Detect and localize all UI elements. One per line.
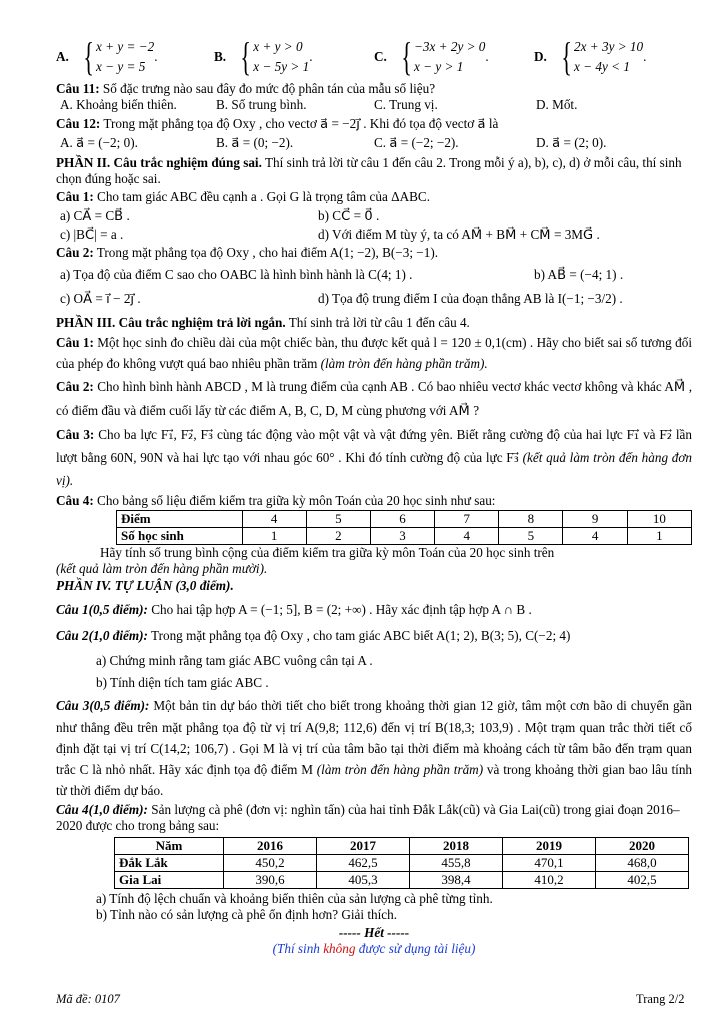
part-2-heading: PHẦN II. Câu trắc nghiệm đúng sai. Thí sinh trả lời từ câu 1 đến câu 2. Trong mỗi ý a), b), c), d) ở mỗi câu, thí sinh chọn đúng hoặc sai. — [56, 155, 682, 187]
part-4-question-4: Câu 4(1,0 điểm): Sản lượng cà phê (đơn vị: nghìn tấn) của hai tỉnh Đắk Lắk(cũ) và Gia Lai(cũ) trong giai đoạn 2016–2020 được cho trong bảng sau: — [56, 802, 680, 834]
q12-options: A. a⃗ = (−2; 0). B. a⃗ = (0; −2). C. a⃗ = (−2; −2). D. a⃗ = (2; 0). — [60, 135, 607, 151]
q10-option-b: B. { x + y > 0 x − 5y > 1 . — [214, 34, 313, 79]
p2q2-row-ab: a) Tọa độ của điểm C sao cho OABC là hình bình hành là C(4; 1) . b) AB⃗ = (−4; 1) . — [60, 266, 624, 282]
left-brace-icon: { — [561, 34, 572, 79]
table-row: Năm 2016 2017 2018 2019 2020 — [115, 838, 689, 855]
part-3-question-2: Câu 2: Cho hình bình hành ABCD , M là trung điểm của cạnh AB . Có bao nhiêu vectơ khác vectơ không và khác AM⃗ , có điểm đầu và điểm cuối lấy từ các điểm A, B, C, D, M cùng phương với AM⃗ ? — [56, 379, 692, 418]
p2q1-row-ab: a) CA⃗ = CB⃗ . b) CC⃗ = 0⃗ . — [60, 207, 380, 223]
part-4-question-2: Câu 2(1,0 điểm): Trong mặt phẳng tọa độ Oxy , cho tam giác ABC biết A(1; 2), B(3; 5), C(−2; 4) — [56, 628, 571, 644]
p2q1-row-cd: c) |BC⃗| = a . d) Với điểm M tùy ý, ta có AM⃗ + BM⃗ + CM⃗ = 3MG⃗ . — [60, 226, 600, 242]
page-number: Trang 2/2 — [636, 992, 685, 1006]
table-row: Số học sinh 1 2 3 4 5 4 1 — [117, 527, 692, 544]
part-4-question-3: Câu 3(0,5 điểm): Một bản tin dự báo thời tiết cho biết trong khoảng thời gian 12 giờ, tâm một cơn bão di chuyển gần như thẳng đều trên mặt phẳng tọa độ từ vị trí A(9,8; 112,6) đến vị trí B(18,3; 103,9) . Một trạm quan trắc thời tiết cố định đặt tại vị trí C(14,2; 106,7) . Gọi M là vị trí của tâm bão tại thời điểm mà khoảng cách từ tâm bão đến trạm quan trắc C là nhỏ nhất. Hãy xác định tọa độ điểm M (làm tròn đến hàng phần trăm) và trong khoảng thời gian bao lâu tính từ thời điểm dự báo. — [56, 698, 693, 798]
table-row: Gia Lai 390,6 405,3 398,4 410,2 402,5 — [115, 871, 689, 888]
part-4-heading: PHẦN IV. TỰ LUẬN (3,0 điểm). — [56, 577, 234, 593]
table-row: Điểm 4 5 6 7 8 9 10 — [117, 511, 692, 528]
part-2-question-1: Câu 1: Cho tam giác ABC đều cạnh a . Gọi G là trọng tâm của ΔABC. — [56, 188, 431, 204]
q11-options: A. Khoảng biến thiên. B. Số trung bình. C. Trung vị. D. Mốt. — [60, 97, 578, 113]
table-row: Đắk Lắk 450,2 462,5 455,8 470,1 468,0 — [115, 855, 689, 872]
part-3-question-4: Câu 4: Cho bảng số liệu điểm kiểm tra giữa kỳ môn Toán của 20 học sinh như sau: — [56, 492, 496, 508]
q10-options — [56, 34, 692, 80]
part-3-question-1: Câu 1: Một học sinh đo chiều dài của một chiếc bàn, thu được kết quả l = 120 ± 0,1(cm) . Hãy cho biết sai số tương đối của phép đo không vượt quá bao nhiêu phần trăm (làm tròn đến hàng phần trăm). — [56, 335, 692, 372]
left-brace-icon: { — [83, 34, 94, 79]
q10-option-c: C. { −3x + 2y > 0 x − y > 1 . — [374, 34, 489, 79]
exam-code: Mã đề: 0107 — [56, 992, 120, 1006]
question-11: Câu 11: Số đặc trưng nào sau đây đo mức độ phân tán của mẫu số liệu? — [56, 81, 436, 96]
left-brace-icon: { — [240, 34, 251, 79]
q10-option-d: D. { 2x + 3y > 10 x − 4y < 1 . — [534, 34, 647, 79]
end-marker: ----- Hết ----- — [338, 924, 410, 940]
p2q2-row-cd: c) OA⃗ = i⃗ − 2j⃗ . d) Tọa độ trung điểm I của đoạn thẳng AB là I(−1; −3/2) . — [60, 291, 623, 307]
question-12: Câu 12: Trong mặt phẳng tọa độ Oxy , cho vectơ a⃗ = −2j⃗ . Khi đó tọa độ vectơ a⃗ là — [56, 116, 499, 132]
q10-option-a: A. { x + y = −2 x − y = 5 . — [56, 34, 158, 79]
part-2-question-2: Câu 2: Trong mặt phẳng tọa độ Oxy , cho hai điểm A(1; −2), B(−3; −1). — [56, 244, 439, 260]
score-table — [116, 510, 692, 545]
part-4-question-1: Câu 1(0,5 điểm): Cho hai tập hợp A = (−1; 5], B = (2; +∞) . Hãy xác định tập hợp A ∩ B . — [56, 602, 532, 618]
left-brace-icon: { — [401, 34, 412, 79]
part-3-question-3: Câu 3: Cho ba lực F₁⃗, F₂⃗, F₃⃗ cùng tác động vào một vật và vật đứng yên. Biết rằng cường độ của hai lực F₁⃗ và F₂⃗ lần lượt bằng 60N, 90N và hai lực tạo với nhau góc 60° . Khi đó tính cường độ của lực F₃⃗ (kết quả làm tròn đến hàng đơn vị). — [56, 426, 692, 488]
part-3-heading: PHẦN III. Câu trắc nghiệm trả lời ngắn. Thí sinh trả lời từ câu 1 đến câu 4. — [56, 315, 470, 331]
end-note: (Thí sinh không được sử dụng tài liệu) — [272, 941, 476, 957]
coffee-table — [114, 837, 689, 889]
exam-content: A. { x + y = −2 x − y = 5 . B. { x + y > 0 x − 5y > 1 . C. { −3x + 2y > 0 x − y > 1 . D. { 2x + 3y > 10 x − 4y < 1 . Câu 11: Số đặc trưng nào sau đây đo mức độ phân tán của mẫu số liệu? A. Khoảng biến thiên. B. Số trung bình. C. Trung vị. D. Mốt. Câu 12: Trong mặt phẳng tọa độ Oxy , cho vectơ a⃗ = −2j⃗ . Khi đó tọa độ vectơ a⃗ là A. a⃗ = (−2; 0). B. a⃗ = (0; −2). C. a⃗ = (−2; −2). D. a⃗ = (2; 0). PHẦN II. Câu trắc nghiệm đúng sai. Thí sinh trả lời từ câu 1 đến câu 2. Trong mỗi ý a), b), c), d) ở mỗi câu, thí sinh chọn đúng hoặc sai. Câu 1: Cho tam giác ABC đều cạnh a . Gọi G là trọng tâm của ΔABC. a) CA⃗ = CB⃗ . b) CC⃗ = 0⃗ . c) |BC⃗| = a . d) Với điểm M tùy ý, ta có AM⃗ + BM⃗ + CM⃗ = 3MG⃗ . Câu 2: Trong mặt phẳng tọa độ Oxy , cho hai điểm A(1; −2), B(−3; −1). a) Tọa độ của điểm C sao cho OABC là hình bình hành là C(4; 1) . b) AB⃗ = (−4; 1) . c) OA⃗ = i⃗ − 2j⃗ . d) Tọa độ trung điểm I của đoạn thẳng AB là I(−1; −3/2) . PHẦN III. Câu trắc nghiệm trả lời ngắn. Thí sinh trả lời từ câu 1 đến câu 4. Câu 1: Một học sinh đo chiều dài của một chiếc bàn, thu được kết quả l = 120 ± 0,1(cm) . Hãy cho biết sai số tương đối của phép đo không vượt quá bao nhiêu phần trăm (làm tròn đến hàng phần trăm). Câu 2: Cho hình bình hành ABCD , M là trung điểm của cạnh AB . Có bao nhiêu vectơ khác vectơ không và khác AM⃗ , có điểm đầu và điểm cuối lấy từ các điểm A, B, C, D, M cùng phương với AM⃗ ? Câu 3: Cho ba lực F₁⃗, F₂⃗, F₃⃗ cùng tác động vào một vật và vật đứng yên. Biết rằng cường độ của hai lực F₁⃗ và F₂⃗ lần lượt bằng 60N, 90N và hai lực tạo với nhau góc 60° . Khi đó tính cường độ của lực F₃⃗ (kết quả làm tròn đến hàng đơn vị). Câu 4: Cho bảng số liệu điểm kiểm tra giữa kỳ môn Toán của 20 học sinh như sau: Điểm 4 5 6 7 8 9 10 Số học sinh 1 2 3 4 5 4 1 Hãy tính số trung bình cộng của điểm kiểm tra giữa kỳ môn Toán của 20 học sinh trên (kết quả làm tròn đến hàng phần mười). PHẦN IV. TỰ LUẬN (3,0 điểm). Câu 1(0,5 điểm): Cho hai tập hợp A = (−1; 5], B = (2; +∞) . Hãy xác định tập hợp A ∩ B . Câu 2(1,0 điểm): Trong mặt phẳng tọa độ Oxy , cho tam giác ABC biết A(1; 2), B(3; 5), C(−2; 4) a) Chứng minh rằng tam giác ABC vuông cân tại A . b) Tính diện tích tam giác ABC . Câu 3(0,5 điểm): Một bản tin dự báo thời tiết cho biết trong khoảng thời gian 12 giờ, tâm một cơn bão di chuyển gần như thẳng đều trên mặt phẳng tọa độ từ vị trí A(9,8; 112,6) đến vị trí B(18,3; 103,9) . Một trạm quan trắc thời tiết cố định đặt tại vị trí C(14,2; 106,7) . Gọi M là vị trí của tâm bão tại thời điểm mà khoảng cách từ tâm bão đến trạm quan trắc C là nhỏ nhất. Hãy xác định tọa độ điểm M (làm tròn đến hàng phần trăm) và trong khoảng thời gian bao lâu tính từ thời điểm dự báo. Câu 4(1,0 điểm): Sản lượng cà phê (đơn vị: nghìn tấn) của hai tỉnh Đắk Lắk(cũ) và Gia Lai(cũ) trong giai đoạn 2016–2020 được cho trong bảng sau: Năm 2016 2017 2018 2019 2020 Đắk Lắk 450,2 462,5 455,8 470,1 468,0 Gia Lai 390,6 405,3 398,4 410,2 402,5 a) Tính độ lệch chuẩn và khoảng biến thiên của sản lượng cà phê từng tỉnh. b) Tỉnh nào có sản lượng cà phê ổn định hơn? Giải thích. ----- Hết ----- (Thí sinh không được sử dụng tài liệu) — [56, 34, 693, 957]
